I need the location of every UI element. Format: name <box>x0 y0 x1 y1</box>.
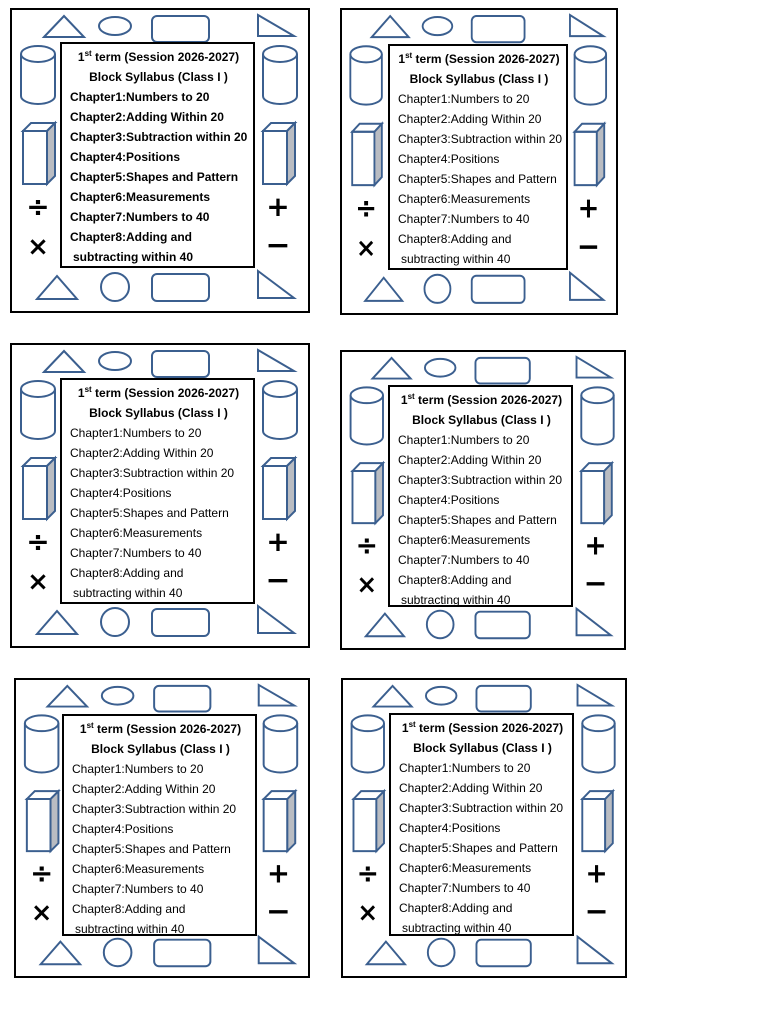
chapter-item: Chapter2:Adding Within 20 <box>398 453 542 467</box>
cylinder-icon <box>21 46 55 104</box>
syllabus-card-4 <box>340 350 626 650</box>
chapter-item: Chapter6:Measurements <box>70 190 211 204</box>
right-triangle-icon <box>259 685 295 706</box>
plus-symbol: + <box>266 190 290 223</box>
chapter-item: Chapter1:Numbers to 20 <box>70 90 210 104</box>
triangle-icon <box>365 278 402 301</box>
syllabus-box <box>388 44 568 270</box>
rounded-rectangle-icon <box>475 612 529 639</box>
right-triangle-icon <box>577 609 611 636</box>
divide-symbol: ÷ <box>355 530 378 562</box>
right-triangle-icon <box>258 271 294 298</box>
chapter-item: Chapter6:Measurements <box>398 533 531 547</box>
chapter-item: Chapter5:Shapes and Pattern <box>398 513 557 527</box>
cuboid-icon <box>27 791 59 851</box>
multiply-symbol: × <box>27 567 49 597</box>
divide-symbol: ÷ <box>26 525 50 558</box>
chapter-list <box>70 423 247 603</box>
block-syllabus-subtitle: Block Syllabus (Class I ) <box>412 413 551 427</box>
plus-symbol: + <box>584 530 607 562</box>
triangle-icon <box>374 686 412 707</box>
plus-symbol: + <box>577 192 600 225</box>
divide-symbol: ÷ <box>26 190 50 223</box>
chapter-item: Chapter6:Measurements <box>398 192 531 206</box>
triangle-icon <box>37 611 77 634</box>
block-syllabus-subtitle: Block Syllabus (Class I ) <box>89 70 228 84</box>
triangle-icon <box>44 351 84 372</box>
term-title: 1st term (Session 2026-2027) <box>401 720 564 735</box>
chapter-item: Chapter4:Positions <box>70 150 181 164</box>
chapter-item: Chapter1:Numbers to 20 <box>398 92 530 106</box>
triangle-icon <box>48 686 87 707</box>
syllabus-card-3 <box>10 343 310 648</box>
plus-symbol: + <box>585 858 608 890</box>
circle-icon <box>101 273 129 301</box>
cylinder-icon <box>21 381 55 439</box>
term-title: 1st term (Session 2026-2027) <box>400 392 563 407</box>
chapter-item: Chapter8:Adding and <box>70 230 192 244</box>
syllabus-box <box>60 42 255 268</box>
chapter-item: Chapter6:Measurements <box>70 526 203 540</box>
chapter-item-continued: subtracting within 40 <box>401 593 511 607</box>
ellipse-icon <box>99 17 131 35</box>
chapter-list <box>398 430 565 610</box>
triangle-icon <box>373 358 411 379</box>
divide-symbol: ÷ <box>356 858 379 890</box>
cuboid-icon <box>353 791 384 851</box>
chapter-list <box>399 758 566 938</box>
chapter-item: Chapter5:Shapes and Pattern <box>399 841 558 855</box>
ellipse-icon <box>423 17 453 35</box>
term-title: 1st term (Session 2026-2027) <box>77 49 240 64</box>
chapter-item: Chapter7:Numbers to 40 <box>398 553 530 567</box>
right-triangle-icon <box>577 357 611 378</box>
chapter-item: Chapter3:Subtraction within 20 <box>70 130 248 144</box>
chapter-item: Chapter1:Numbers to 20 <box>72 762 204 776</box>
cuboid-icon <box>582 791 613 851</box>
chapter-item: Chapter6:Measurements <box>399 861 532 875</box>
right-triangle-icon <box>578 937 612 964</box>
chapter-item: Chapter3:Subtraction within 20 <box>72 802 237 816</box>
chapter-item: Chapter2:Adding Within 20 <box>398 112 542 126</box>
chapter-item: Chapter4:Positions <box>398 152 500 166</box>
chapter-item: Chapter7:Numbers to 40 <box>399 881 531 895</box>
cylinder-icon <box>350 46 382 104</box>
cuboid-icon <box>575 124 605 185</box>
rounded-rectangle-icon <box>476 940 530 967</box>
block-syllabus-subtitle: Block Syllabus (Class I ) <box>89 406 228 420</box>
chapter-item: Chapter4:Positions <box>398 493 500 507</box>
ellipse-icon <box>99 352 131 370</box>
chapter-item-continued: subtracting within 40 <box>402 921 512 935</box>
rounded-rectangle-icon <box>475 358 529 384</box>
chapter-item-continued: subtracting within 40 <box>401 252 511 266</box>
cuboid-icon <box>352 124 382 185</box>
plus-symbol: + <box>266 525 290 558</box>
divide-symbol: ÷ <box>30 856 54 890</box>
chapter-item: Chapter2:Adding Within 20 <box>70 446 214 460</box>
triangle-icon <box>41 942 80 965</box>
minus-symbol: − <box>265 563 291 598</box>
minus-symbol: − <box>584 893 609 929</box>
rounded-rectangle-icon <box>154 940 210 967</box>
chapter-item: Chapter3:Subtraction within 20 <box>70 466 235 480</box>
term-title: 1st term (Session 2026-2027) <box>77 385 240 400</box>
chapter-item: Chapter3:Subtraction within 20 <box>398 132 563 146</box>
cuboid-icon <box>23 458 55 519</box>
chapter-item: Chapter1:Numbers to 20 <box>399 761 531 775</box>
chapter-item: Chapter5:Shapes and Pattern <box>70 170 239 184</box>
right-triangle-icon <box>570 15 603 36</box>
term-title: 1st term (Session 2026-2027) <box>398 51 560 66</box>
cylinder-icon <box>25 715 59 772</box>
block-syllabus-subtitle: Block Syllabus (Class I ) <box>409 72 549 86</box>
triangle-icon <box>366 614 404 637</box>
chapter-item: Chapter2:Adding Within 20 <box>70 110 224 124</box>
multiply-symbol: × <box>30 898 53 928</box>
divide-symbol: ÷ <box>355 192 377 225</box>
cylinder-icon <box>581 387 613 444</box>
triangle-icon <box>44 16 84 37</box>
rounded-rectangle-icon <box>152 351 209 377</box>
chapter-item: Chapter3:Subtraction within 20 <box>398 473 563 487</box>
chapter-item: Chapter5:Shapes and Pattern <box>70 506 229 520</box>
rounded-rectangle-icon <box>472 276 525 303</box>
chapter-item-continued: subtracting within 40 <box>75 922 185 936</box>
minus-symbol: − <box>266 894 291 928</box>
triangle-icon <box>367 942 405 965</box>
right-triangle-icon <box>259 937 295 964</box>
multiply-symbol: × <box>27 232 49 262</box>
syllabus-box <box>62 714 257 936</box>
chapter-item: Chapter5:Shapes and Pattern <box>398 172 557 186</box>
syllabus-box <box>388 385 573 607</box>
circle-icon <box>428 939 455 967</box>
syllabus-box <box>60 378 255 604</box>
chapter-item: Chapter1:Numbers to 20 <box>70 426 202 440</box>
cuboid-icon <box>264 791 296 851</box>
chapter-list <box>398 89 563 269</box>
syllabus-card-6 <box>341 678 627 978</box>
chapter-item: Chapter1:Numbers to 20 <box>398 433 530 447</box>
circle-icon <box>104 939 132 967</box>
chapter-item-continued: subtracting within 40 <box>73 586 183 600</box>
term-title: 1st term (Session 2026-2027) <box>79 721 242 736</box>
chapter-item: Chapter5:Shapes and Pattern <box>72 842 231 856</box>
syllabus-box <box>389 713 574 936</box>
ellipse-icon <box>102 687 134 705</box>
rounded-rectangle-icon <box>154 686 210 712</box>
plus-symbol: + <box>266 856 291 890</box>
cylinder-icon <box>351 387 383 444</box>
syllabus-card-1 <box>10 8 310 313</box>
syllabus-card-2 <box>340 8 618 315</box>
circle-icon <box>101 608 129 636</box>
chapter-item: Chapter2:Adding Within 20 <box>72 782 216 796</box>
triangle-icon <box>372 16 409 37</box>
ellipse-icon <box>426 687 457 705</box>
cuboid-icon <box>352 463 383 523</box>
chapter-item: Chapter7:Numbers to 40 <box>72 882 204 896</box>
right-triangle-icon <box>258 350 294 371</box>
minus-symbol: − <box>583 565 608 601</box>
block-syllabus-subtitle: Block Syllabus (Class I ) <box>91 742 230 756</box>
triangle-icon <box>37 276 77 299</box>
rounded-rectangle-icon <box>152 274 209 301</box>
chapter-item: Chapter8:Adding and <box>398 573 512 587</box>
cylinder-icon <box>582 715 614 772</box>
rounded-rectangle-icon <box>476 686 530 712</box>
chapter-item: Chapter6:Measurements <box>72 862 205 876</box>
cylinder-icon <box>263 46 297 104</box>
right-triangle-icon <box>570 273 603 300</box>
right-triangle-icon <box>258 15 294 36</box>
chapter-list <box>72 759 249 939</box>
syllabus-card-5 <box>14 678 310 978</box>
multiply-symbol: × <box>356 569 378 600</box>
cylinder-icon <box>575 46 607 104</box>
circle-icon <box>424 275 450 303</box>
right-triangle-icon <box>258 606 294 633</box>
chapter-item-continued: subtracting within 40 <box>73 250 194 264</box>
minus-symbol: − <box>576 228 601 264</box>
rounded-rectangle-icon <box>152 16 209 42</box>
cylinder-icon <box>352 715 384 772</box>
chapter-item: Chapter2:Adding Within 20 <box>399 781 543 795</box>
cuboid-icon <box>263 123 295 184</box>
right-triangle-icon <box>578 685 612 706</box>
chapter-item: Chapter4:Positions <box>72 822 174 836</box>
multiply-symbol: × <box>355 232 377 263</box>
rounded-rectangle-icon <box>152 609 209 636</box>
rounded-rectangle-icon <box>472 16 525 42</box>
cuboid-icon <box>23 123 55 184</box>
circle-icon <box>427 611 454 639</box>
multiply-symbol: × <box>357 897 379 928</box>
chapter-list <box>70 87 247 267</box>
cuboid-icon <box>581 463 612 523</box>
block-syllabus-subtitle: Block Syllabus (Class I ) <box>413 741 552 755</box>
chapter-item: Chapter8:Adding and <box>72 902 186 916</box>
ellipse-icon <box>425 359 456 377</box>
chapter-item: Chapter7:Numbers to 40 <box>398 212 530 226</box>
chapter-item: Chapter4:Positions <box>70 486 172 500</box>
chapter-item: Chapter8:Adding and <box>70 566 184 580</box>
chapter-item: Chapter8:Adding and <box>398 232 512 246</box>
chapter-item: Chapter8:Adding and <box>399 901 513 915</box>
cylinder-icon <box>263 381 297 439</box>
chapter-item: Chapter7:Numbers to 40 <box>70 546 202 560</box>
cuboid-icon <box>263 458 295 519</box>
chapter-item: Chapter3:Subtraction within 20 <box>399 801 564 815</box>
chapter-item: Chapter4:Positions <box>399 821 501 835</box>
minus-symbol: − <box>265 228 291 263</box>
cylinder-icon <box>264 715 298 772</box>
chapter-item: Chapter7:Numbers to 40 <box>70 210 210 224</box>
